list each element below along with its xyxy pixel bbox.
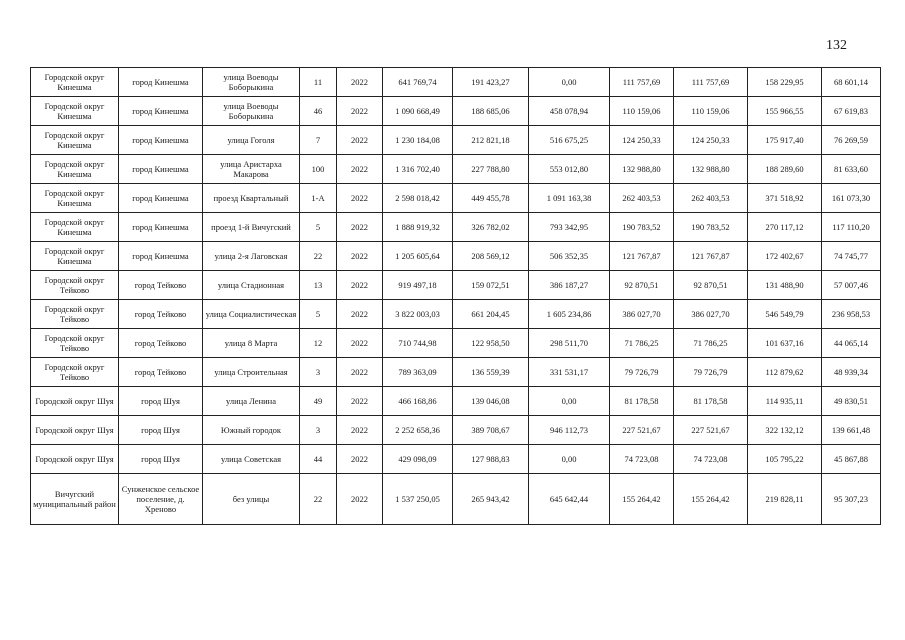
cell-cost-part-3: 71 786,25 [610, 329, 674, 358]
table-row [31, 474, 881, 525]
cell-street: улица Советская [203, 445, 300, 474]
cell-year: 2022 [337, 300, 383, 329]
cell-total-cost: 1 316 702,40 [383, 155, 453, 184]
cell-cost-part-2: 386 187,27 [529, 271, 610, 300]
cell-house-number: 100 [300, 155, 337, 184]
table-row [31, 387, 881, 416]
table-row [31, 242, 881, 271]
cell-cost-part-5: 270 117,12 [748, 213, 822, 242]
cell-cost-part-6: 44 065,14 [822, 329, 881, 358]
cell-cost-part-4: 386 027,70 [674, 300, 748, 329]
cell-total-cost: 2 598 018,42 [383, 184, 453, 213]
cell-municipality: Городской округ Кинешма [31, 155, 119, 184]
cell-year: 2022 [337, 97, 383, 126]
cell-cost-part-2: 553 012,80 [529, 155, 610, 184]
cell-municipality: Городской округ Шуя [31, 387, 119, 416]
page-number: 132 [826, 38, 847, 53]
cell-cost-part-6: 95 307,23 [822, 474, 881, 525]
cell-municipality: Городской округ Тейково [31, 329, 119, 358]
cell-cost-part-1: 326 782,02 [453, 213, 529, 242]
cell-year: 2022 [337, 416, 383, 445]
cell-year: 2022 [337, 242, 383, 271]
cell-total-cost: 3 822 003,03 [383, 300, 453, 329]
cell-cost-part-1: 389 708,67 [453, 416, 529, 445]
cell-cost-part-4: 121 767,87 [674, 242, 748, 271]
cell-year: 2022 [337, 445, 383, 474]
table-row [31, 300, 881, 329]
cell-settlement: город Кинешма [119, 68, 203, 97]
cell-settlement: город Шуя [119, 387, 203, 416]
cell-cost-part-2: 0,00 [529, 445, 610, 474]
cell-settlement: город Тейково [119, 358, 203, 387]
cell-cost-part-2: 0,00 [529, 68, 610, 97]
cell-cost-part-3: 110 159,06 [610, 97, 674, 126]
cell-year: 2022 [337, 474, 383, 525]
cell-cost-part-1: 212 821,18 [453, 126, 529, 155]
cell-street: улица Социалистическая [203, 300, 300, 329]
cell-cost-part-6: 57 007,46 [822, 271, 881, 300]
cell-municipality: Городской округ Шуя [31, 445, 119, 474]
cell-cost-part-1: 227 788,80 [453, 155, 529, 184]
cell-municipality: Городской округ Тейково [31, 271, 119, 300]
table-row [31, 213, 881, 242]
cell-cost-part-5: 219 828,11 [748, 474, 822, 525]
cell-house-number: 7 [300, 126, 337, 155]
cell-cost-part-5: 188 289,60 [748, 155, 822, 184]
cell-year: 2022 [337, 387, 383, 416]
cell-total-cost: 641 769,74 [383, 68, 453, 97]
cell-year: 2022 [337, 68, 383, 97]
cell-cost-part-6: 45 867,88 [822, 445, 881, 474]
cell-total-cost: 1 205 605,64 [383, 242, 453, 271]
cell-cost-part-4: 74 723,08 [674, 445, 748, 474]
table-row [31, 126, 881, 155]
cell-cost-part-2: 298 511,70 [529, 329, 610, 358]
table-row [31, 68, 881, 97]
cell-cost-part-4: 132 988,80 [674, 155, 748, 184]
cell-cost-part-3: 81 178,58 [610, 387, 674, 416]
cell-cost-part-2: 946 112,73 [529, 416, 610, 445]
cell-settlement: город Тейково [119, 271, 203, 300]
cell-cost-part-2: 506 352,35 [529, 242, 610, 271]
cell-house-number: 5 [300, 300, 337, 329]
cell-house-number: 12 [300, 329, 337, 358]
cell-cost-part-4: 81 178,58 [674, 387, 748, 416]
cell-house-number: 1-А [300, 184, 337, 213]
table-row [31, 271, 881, 300]
cell-cost-part-1: 661 204,45 [453, 300, 529, 329]
cell-cost-part-2: 458 078,94 [529, 97, 610, 126]
cell-cost-part-5: 158 229,95 [748, 68, 822, 97]
cell-cost-part-5: 105 795,22 [748, 445, 822, 474]
table-row [31, 416, 881, 445]
cell-cost-part-6: 117 110,20 [822, 213, 881, 242]
cell-municipality: Городской округ Кинешма [31, 184, 119, 213]
cell-settlement: город Кинешма [119, 155, 203, 184]
cell-settlement: город Кинешма [119, 242, 203, 271]
cell-municipality: Городской округ Тейково [31, 300, 119, 329]
cell-cost-part-2: 1 605 234,86 [529, 300, 610, 329]
cell-total-cost: 710 744,98 [383, 329, 453, 358]
cell-street: Южный городок [203, 416, 300, 445]
cell-cost-part-1: 449 455,78 [453, 184, 529, 213]
cell-street: улица 2-я Лаговская [203, 242, 300, 271]
cell-total-cost: 1 888 919,32 [383, 213, 453, 242]
cell-settlement: город Кинешма [119, 126, 203, 155]
cell-year: 2022 [337, 213, 383, 242]
cell-house-number: 44 [300, 445, 337, 474]
cell-house-number: 22 [300, 474, 337, 525]
cell-cost-part-6: 236 958,53 [822, 300, 881, 329]
cell-street: улица Аристарха Макарова [203, 155, 300, 184]
cell-cost-part-6: 68 601,14 [822, 68, 881, 97]
cell-year: 2022 [337, 271, 383, 300]
cell-cost-part-3: 111 757,69 [610, 68, 674, 97]
cell-street: улица 8 Марта [203, 329, 300, 358]
cell-cost-part-3: 79 726,79 [610, 358, 674, 387]
cell-house-number: 3 [300, 416, 337, 445]
cell-cost-part-2: 0,00 [529, 387, 610, 416]
cell-house-number: 11 [300, 68, 337, 97]
cell-house-number: 49 [300, 387, 337, 416]
cell-cost-part-5: 371 518,92 [748, 184, 822, 213]
cell-street: улица Стадионная [203, 271, 300, 300]
cell-total-cost: 2 252 658,36 [383, 416, 453, 445]
cell-cost-part-5: 114 935,11 [748, 387, 822, 416]
cell-settlement: город Кинешма [119, 213, 203, 242]
cell-settlement: город Тейково [119, 300, 203, 329]
table-row [31, 445, 881, 474]
cell-cost-part-5: 322 132,12 [748, 416, 822, 445]
cell-cost-part-1: 188 685,06 [453, 97, 529, 126]
cell-year: 2022 [337, 126, 383, 155]
cell-cost-part-5: 546 549,79 [748, 300, 822, 329]
cell-cost-part-6: 161 073,30 [822, 184, 881, 213]
cell-house-number: 22 [300, 242, 337, 271]
cell-cost-part-1: 127 988,83 [453, 445, 529, 474]
cell-total-cost: 1 537 250,05 [383, 474, 453, 525]
cell-cost-part-6: 81 633,60 [822, 155, 881, 184]
cell-year: 2022 [337, 155, 383, 184]
cell-municipality: Городской округ Кинешма [31, 97, 119, 126]
cell-municipality: Городской округ Кинешма [31, 213, 119, 242]
cell-cost-part-3: 92 870,51 [610, 271, 674, 300]
cell-street: улица Воеводы Боборыкина [203, 97, 300, 126]
cell-house-number: 46 [300, 97, 337, 126]
cell-cost-part-6: 74 745,77 [822, 242, 881, 271]
cell-cost-part-4: 110 159,06 [674, 97, 748, 126]
cell-cost-part-5: 101 637,16 [748, 329, 822, 358]
table-row [31, 184, 881, 213]
cell-cost-part-3: 121 767,87 [610, 242, 674, 271]
cell-cost-part-6: 139 661,48 [822, 416, 881, 445]
cell-street: улица Гоголя [203, 126, 300, 155]
cell-cost-part-5: 155 966,55 [748, 97, 822, 126]
cell-cost-part-5: 112 879,62 [748, 358, 822, 387]
table-row [31, 155, 881, 184]
cell-cost-part-6: 67 619,83 [822, 97, 881, 126]
cell-cost-part-3: 74 723,08 [610, 445, 674, 474]
cell-cost-part-1: 122 958,50 [453, 329, 529, 358]
cell-municipality: Городской округ Кинешма [31, 126, 119, 155]
cell-municipality: Вичугский муниципальный район [31, 474, 119, 525]
cell-total-cost: 789 363,09 [383, 358, 453, 387]
cell-total-cost: 429 098,09 [383, 445, 453, 474]
cell-settlement: город Кинешма [119, 97, 203, 126]
data-table [30, 67, 881, 525]
cell-cost-part-2: 516 675,25 [529, 126, 610, 155]
cell-cost-part-5: 131 488,90 [748, 271, 822, 300]
cell-year: 2022 [337, 358, 383, 387]
cell-municipality: Городской округ Тейково [31, 358, 119, 387]
cell-cost-part-4: 92 870,51 [674, 271, 748, 300]
cell-house-number: 13 [300, 271, 337, 300]
cell-year: 2022 [337, 184, 383, 213]
table-row [31, 329, 881, 358]
cell-cost-part-4: 124 250,33 [674, 126, 748, 155]
table-row [31, 97, 881, 126]
cell-cost-part-3: 227 521,67 [610, 416, 674, 445]
cell-street: улица Воеводы Боборыкина [203, 68, 300, 97]
cell-cost-part-6: 76 269,59 [822, 126, 881, 155]
cell-cost-part-1: 191 423,27 [453, 68, 529, 97]
cell-total-cost: 1 090 668,49 [383, 97, 453, 126]
cell-municipality: Городской округ Шуя [31, 416, 119, 445]
cell-house-number: 5 [300, 213, 337, 242]
cell-cost-part-3: 132 988,80 [610, 155, 674, 184]
cell-settlement: город Тейково [119, 329, 203, 358]
cell-cost-part-3: 262 403,53 [610, 184, 674, 213]
cell-house-number: 3 [300, 358, 337, 387]
cell-cost-part-3: 124 250,33 [610, 126, 674, 155]
cell-year: 2022 [337, 329, 383, 358]
cell-settlement: город Кинешма [119, 184, 203, 213]
cell-cost-part-4: 190 783,52 [674, 213, 748, 242]
cell-cost-part-1: 159 072,51 [453, 271, 529, 300]
cell-cost-part-4: 227 521,67 [674, 416, 748, 445]
cell-cost-part-2: 793 342,95 [529, 213, 610, 242]
cell-street: улица Ленина [203, 387, 300, 416]
cell-cost-part-4: 71 786,25 [674, 329, 748, 358]
cell-cost-part-2: 331 531,17 [529, 358, 610, 387]
cell-cost-part-5: 172 402,67 [748, 242, 822, 271]
cell-cost-part-4: 111 757,69 [674, 68, 748, 97]
table-row [31, 358, 881, 387]
cell-cost-part-3: 190 783,52 [610, 213, 674, 242]
cell-cost-part-4: 262 403,53 [674, 184, 748, 213]
cell-street: проезд 1-й Вичугский [203, 213, 300, 242]
cell-total-cost: 1 230 184,08 [383, 126, 453, 155]
cell-settlement: город Шуя [119, 445, 203, 474]
cell-cost-part-1: 265 943,42 [453, 474, 529, 525]
cell-cost-part-2: 645 642,44 [529, 474, 610, 525]
cell-street: без улицы [203, 474, 300, 525]
cell-cost-part-1: 136 559,39 [453, 358, 529, 387]
cell-cost-part-6: 48 939,34 [822, 358, 881, 387]
cell-cost-part-1: 208 569,12 [453, 242, 529, 271]
cell-cost-part-2: 1 091 163,38 [529, 184, 610, 213]
cell-cost-part-4: 155 264,42 [674, 474, 748, 525]
cell-settlement: Сунженское сельское поселение, д. Хреново [119, 474, 203, 525]
cell-cost-part-5: 175 917,40 [748, 126, 822, 155]
cell-street: проезд Квартальный [203, 184, 300, 213]
cell-cost-part-3: 386 027,70 [610, 300, 674, 329]
cell-municipality: Городской округ Кинешма [31, 68, 119, 97]
cell-cost-part-1: 139 046,08 [453, 387, 529, 416]
cell-cost-part-6: 49 830,51 [822, 387, 881, 416]
cell-settlement: город Шуя [119, 416, 203, 445]
cell-cost-part-3: 155 264,42 [610, 474, 674, 525]
cell-municipality: Городской округ Кинешма [31, 242, 119, 271]
cell-total-cost: 466 168,86 [383, 387, 453, 416]
cell-street: улица Строительная [203, 358, 300, 387]
cell-cost-part-4: 79 726,79 [674, 358, 748, 387]
cell-total-cost: 919 497,18 [383, 271, 453, 300]
